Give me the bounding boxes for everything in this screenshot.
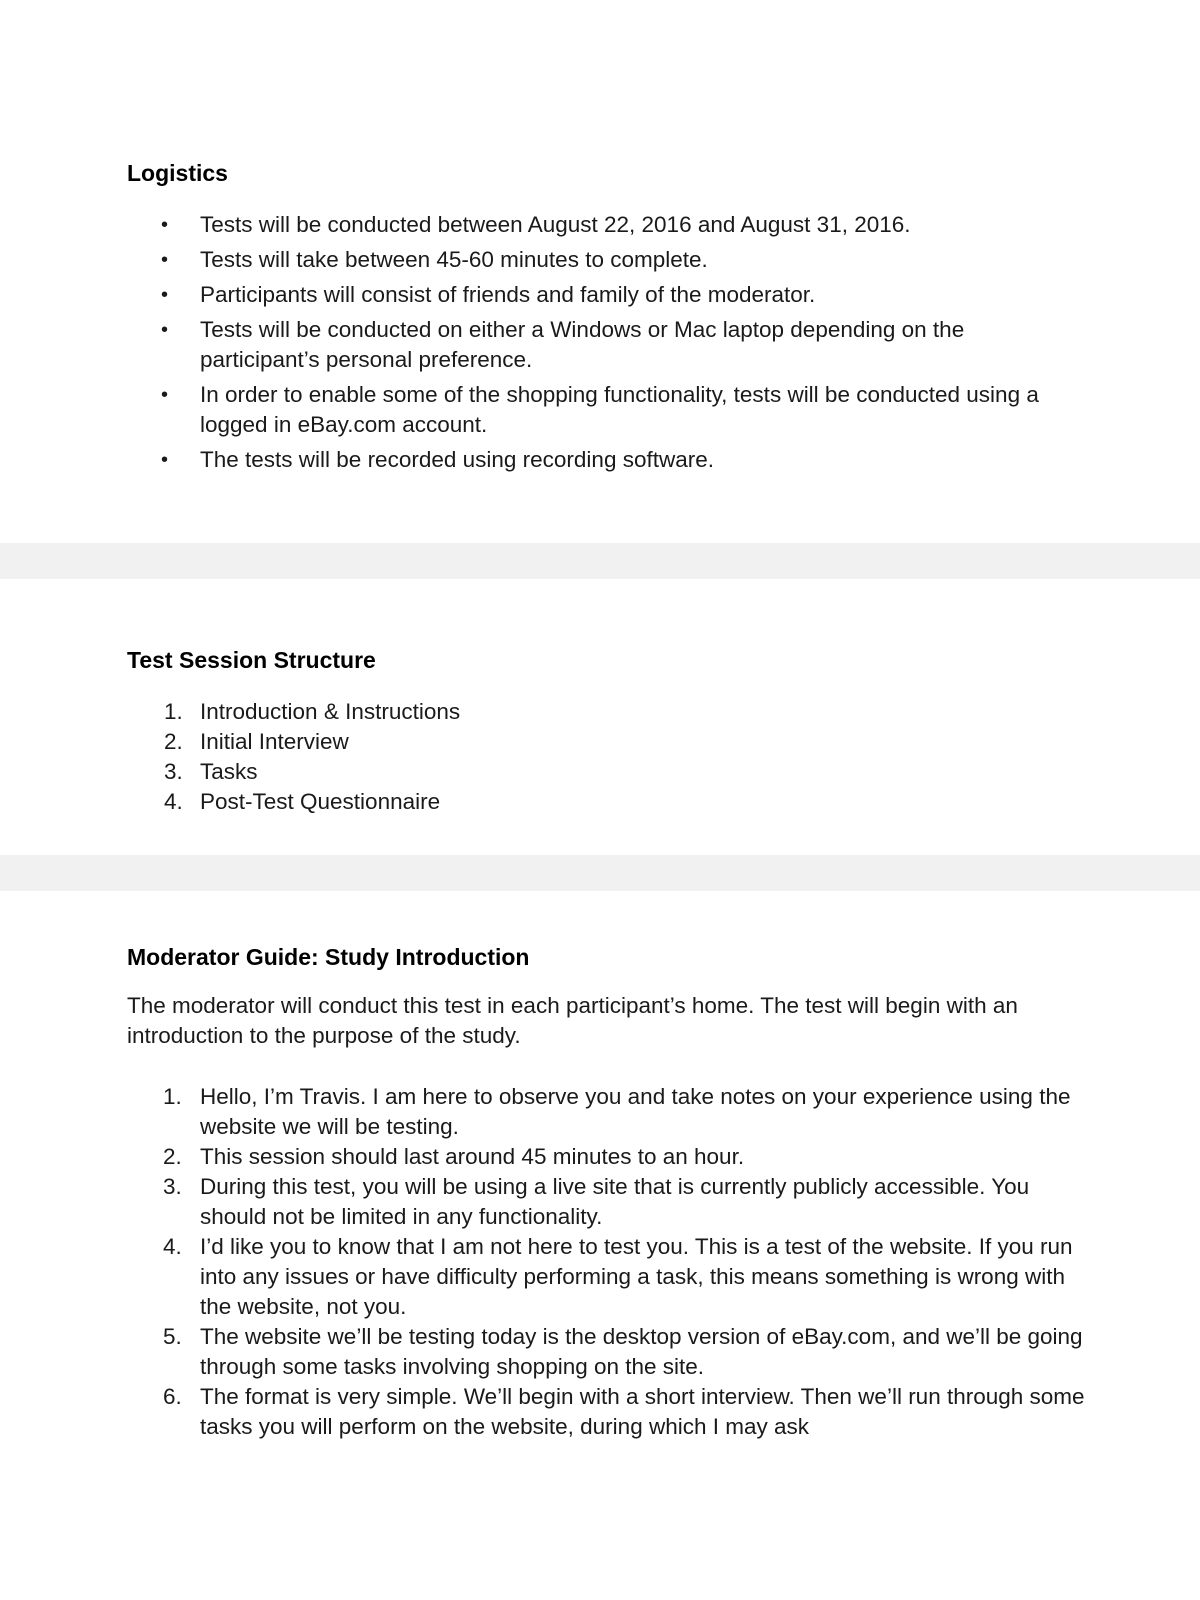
list-number: 4. <box>163 1234 182 1259</box>
list-number: 3. <box>164 759 183 784</box>
list-item <box>127 1142 1087 1172</box>
list-item-text: During this test, you will be using a live site that is currently publicly accessible. You should not be limited in any functionality. <box>200 1174 1030 1229</box>
list-item <box>127 697 1087 727</box>
list-item <box>127 1382 1087 1442</box>
bullet-icon: • <box>161 214 169 236</box>
list-number: 3. <box>163 1174 182 1199</box>
list-number: 4. <box>164 789 183 814</box>
list-item-text: Tests will take between 45-60 minutes to complete. <box>200 247 708 272</box>
list-item <box>127 727 1087 757</box>
list-item-text: The website we’ll be testing today is the desktop version of eBay.com, and we’ll be going through some tasks involving shopping on the site. <box>200 1324 1083 1379</box>
bullet-icon: • <box>161 284 169 306</box>
list-item <box>127 1172 1087 1232</box>
moderator-script-list <box>127 1082 1087 1442</box>
list-item <box>127 380 1087 440</box>
list-item-text: Hello, I’m Travis. I am here to observe you and take notes on your experience using the website we will be testing. <box>200 1084 1071 1139</box>
list-item-text: Participants will consist of friends and family of the moderator. <box>200 282 816 307</box>
list-item <box>127 280 1087 310</box>
list-number: 1. <box>164 699 183 724</box>
list-item-text: Initial Interview <box>200 729 349 754</box>
logistics-section <box>127 159 1087 480</box>
list-item <box>127 245 1087 275</box>
list-number: 2. <box>164 729 183 754</box>
list-item <box>127 445 1087 475</box>
session-structure-list <box>127 697 1087 817</box>
list-item <box>127 1232 1087 1322</box>
bullet-icon: • <box>161 449 169 471</box>
moderator-guide-section <box>127 943 1087 1442</box>
list-item-text: The format is very simple. We’ll begin with a short interview. Then we’ll run through some tasks you will perform on the website, during which I may ask <box>200 1384 1085 1439</box>
logistics-heading: Logistics <box>127 160 228 186</box>
page-divider <box>0 855 1200 891</box>
list-item <box>127 315 1087 375</box>
list-item <box>127 210 1087 240</box>
bullet-icon: • <box>161 249 169 271</box>
bullet-icon: • <box>161 384 169 406</box>
list-item <box>127 787 1087 817</box>
list-number: 5. <box>163 1324 182 1349</box>
list-item-text: Introduction & Instructions <box>200 699 461 724</box>
session-structure-heading: Test Session Structure <box>127 647 376 673</box>
list-item-text: The tests will be recorded using recording software. <box>200 447 714 472</box>
logistics-list <box>127 210 1087 475</box>
session-structure-section <box>127 646 1087 817</box>
list-item <box>127 757 1087 787</box>
moderator-intro-paragraph: The moderator will conduct this test in each participant’s home. The test will begin with an introduction to the purpose of the study. <box>127 993 1018 1048</box>
list-item-text: Tests will be conducted between August 22, 2016 and August 31, 2016. <box>200 212 911 237</box>
list-number: 6. <box>163 1384 182 1409</box>
bullet-icon: • <box>161 319 169 341</box>
page-divider <box>0 543 1200 579</box>
list-item-text: I’d like you to know that I am not here to test you. This is a test of the website. If you run into any issues or have difficulty performing a task, this means something is wrong with the website, not you. <box>200 1234 1073 1319</box>
list-item-text: Post-Test Questionnaire <box>200 789 441 814</box>
list-item-text: This session should last around 45 minutes to an hour. <box>200 1144 745 1169</box>
moderator-guide-heading: Moderator Guide: Study Introduction <box>127 944 530 970</box>
list-item-text: Tests will be conducted on either a Windows or Mac laptop depending on the participant’s personal preference. <box>200 317 965 372</box>
list-number: 1. <box>163 1084 182 1109</box>
list-item-text: Tasks <box>200 759 258 784</box>
list-item <box>127 1082 1087 1142</box>
list-item-text: In order to enable some of the shopping functionality, tests will be conducted using a logged in eBay.com account. <box>200 382 1039 437</box>
list-item <box>127 1322 1087 1382</box>
list-number: 2. <box>163 1144 182 1169</box>
